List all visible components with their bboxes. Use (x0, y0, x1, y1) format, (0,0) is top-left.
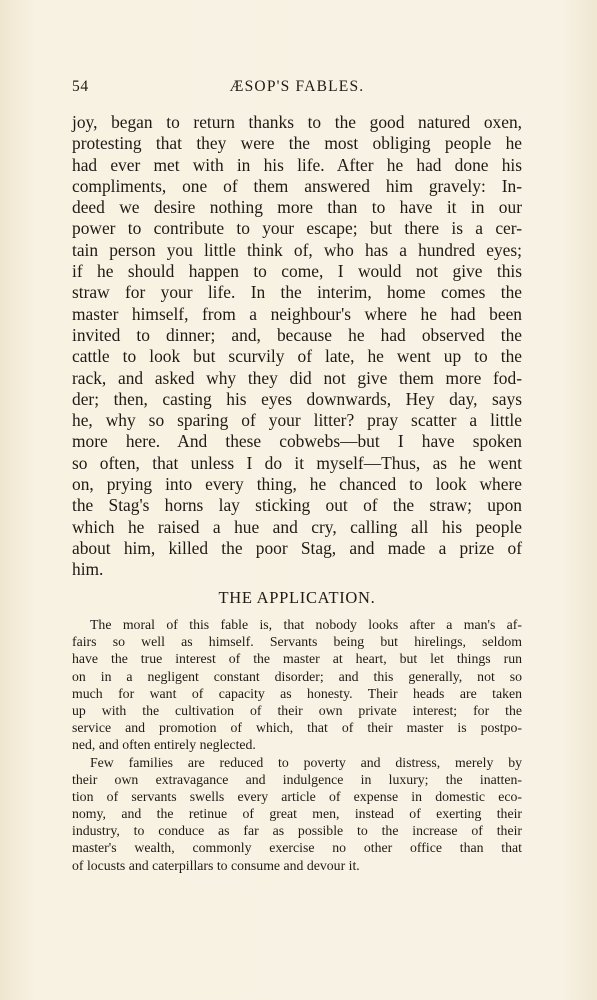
application-line: The moral of this fable is, that nobody looks after a man's af- (90, 617, 522, 632)
application-line: of locusts and caterpillars to consume and devour it. (72, 857, 360, 873)
body-line: master himself, from a neighbour's where he had been (72, 303, 522, 324)
application-line: service and promotion of which, that of their master is postpo- (72, 720, 522, 736)
application-text (72, 616, 522, 874)
application-line: Few families are reduced to poverty and distress, merely by (90, 754, 522, 770)
body-line: protesting that they were the most obliging people he (72, 133, 522, 154)
application-line: industry, to conduce as far as possible to the increase of their (72, 823, 522, 839)
page-header (72, 78, 522, 100)
body-line: on, prying into every thing, he chanced to look where (72, 474, 522, 495)
application-heading: THE APPLICATION. (218, 588, 376, 607)
body-line: the Stag's horns lay sticking out of the straw; upon (72, 495, 522, 516)
body-line: joy, began to return thanks to the good natured oxen, (72, 112, 522, 132)
application-line: their own extravagance and indulgence in luxury; the inatten- (72, 771, 522, 787)
body-line: invited to dinner; and, because he had observed the (72, 324, 522, 345)
body-line: tain person you little think of, who has a hundred eyes; (72, 239, 522, 260)
body-line: deed we desire nothing more than to have it in our (72, 197, 522, 218)
body-line: so often, that unless I do it myself—Thus, as he went (72, 452, 522, 473)
body-line: rack, and asked why they did not give them more fod- (72, 367, 522, 388)
body-line: which he raised a hue and cry, calling all his people (72, 516, 522, 537)
application-line: nomy, and the retinue of great men, instead of exerting their (72, 806, 522, 822)
body-line: compliments, one of them answered him gravely: In- (72, 175, 522, 196)
body-line: power to contribute to your escape; but there is a cer- (72, 218, 522, 239)
fable-body-text (72, 112, 522, 581)
running-title: ÆSOP'S FABLES. (229, 78, 365, 95)
body-line: he, why so sparing of your litter? pray scatter a little (72, 410, 522, 431)
body-line: more here. And these cobwebs—but I have spoken (72, 431, 522, 452)
application-line: tion of servants swells every article of expense in domestic eco- (72, 788, 522, 804)
body-line: had ever met with in his life. After he had done his (72, 154, 522, 175)
body-line: if he should happen to come, I would not give this (72, 261, 522, 282)
application-line: much for want of capacity as honesty. Their heads are taken (72, 685, 522, 701)
application-line: have the true interest of the master at heart, but let things run (72, 651, 522, 667)
body-line: straw for your life. In the interim, home comes the (72, 282, 522, 303)
application-line: ned, and often entirely neglected. (72, 737, 256, 753)
body-line: cattle to look but scurvily of late, he went up to the (72, 346, 522, 367)
body-line: der; then, casting his eyes downwards, Hey day, says (72, 388, 522, 409)
body-line: him. (72, 559, 104, 580)
application-line: on in a negligent constant disorder; and this generally, not so (72, 668, 522, 684)
application-line: fairs so well as himself. Servants being but hirelings, seldom (72, 634, 522, 650)
body-line: about him, killed the poor Stag, and made a prize of (72, 537, 522, 558)
page-number: 54 (72, 78, 89, 95)
application-line: up with the cultivation of their own private interest; for the (72, 702, 522, 718)
application-line: master's wealth, commonly exercise no other office than that (72, 840, 522, 856)
